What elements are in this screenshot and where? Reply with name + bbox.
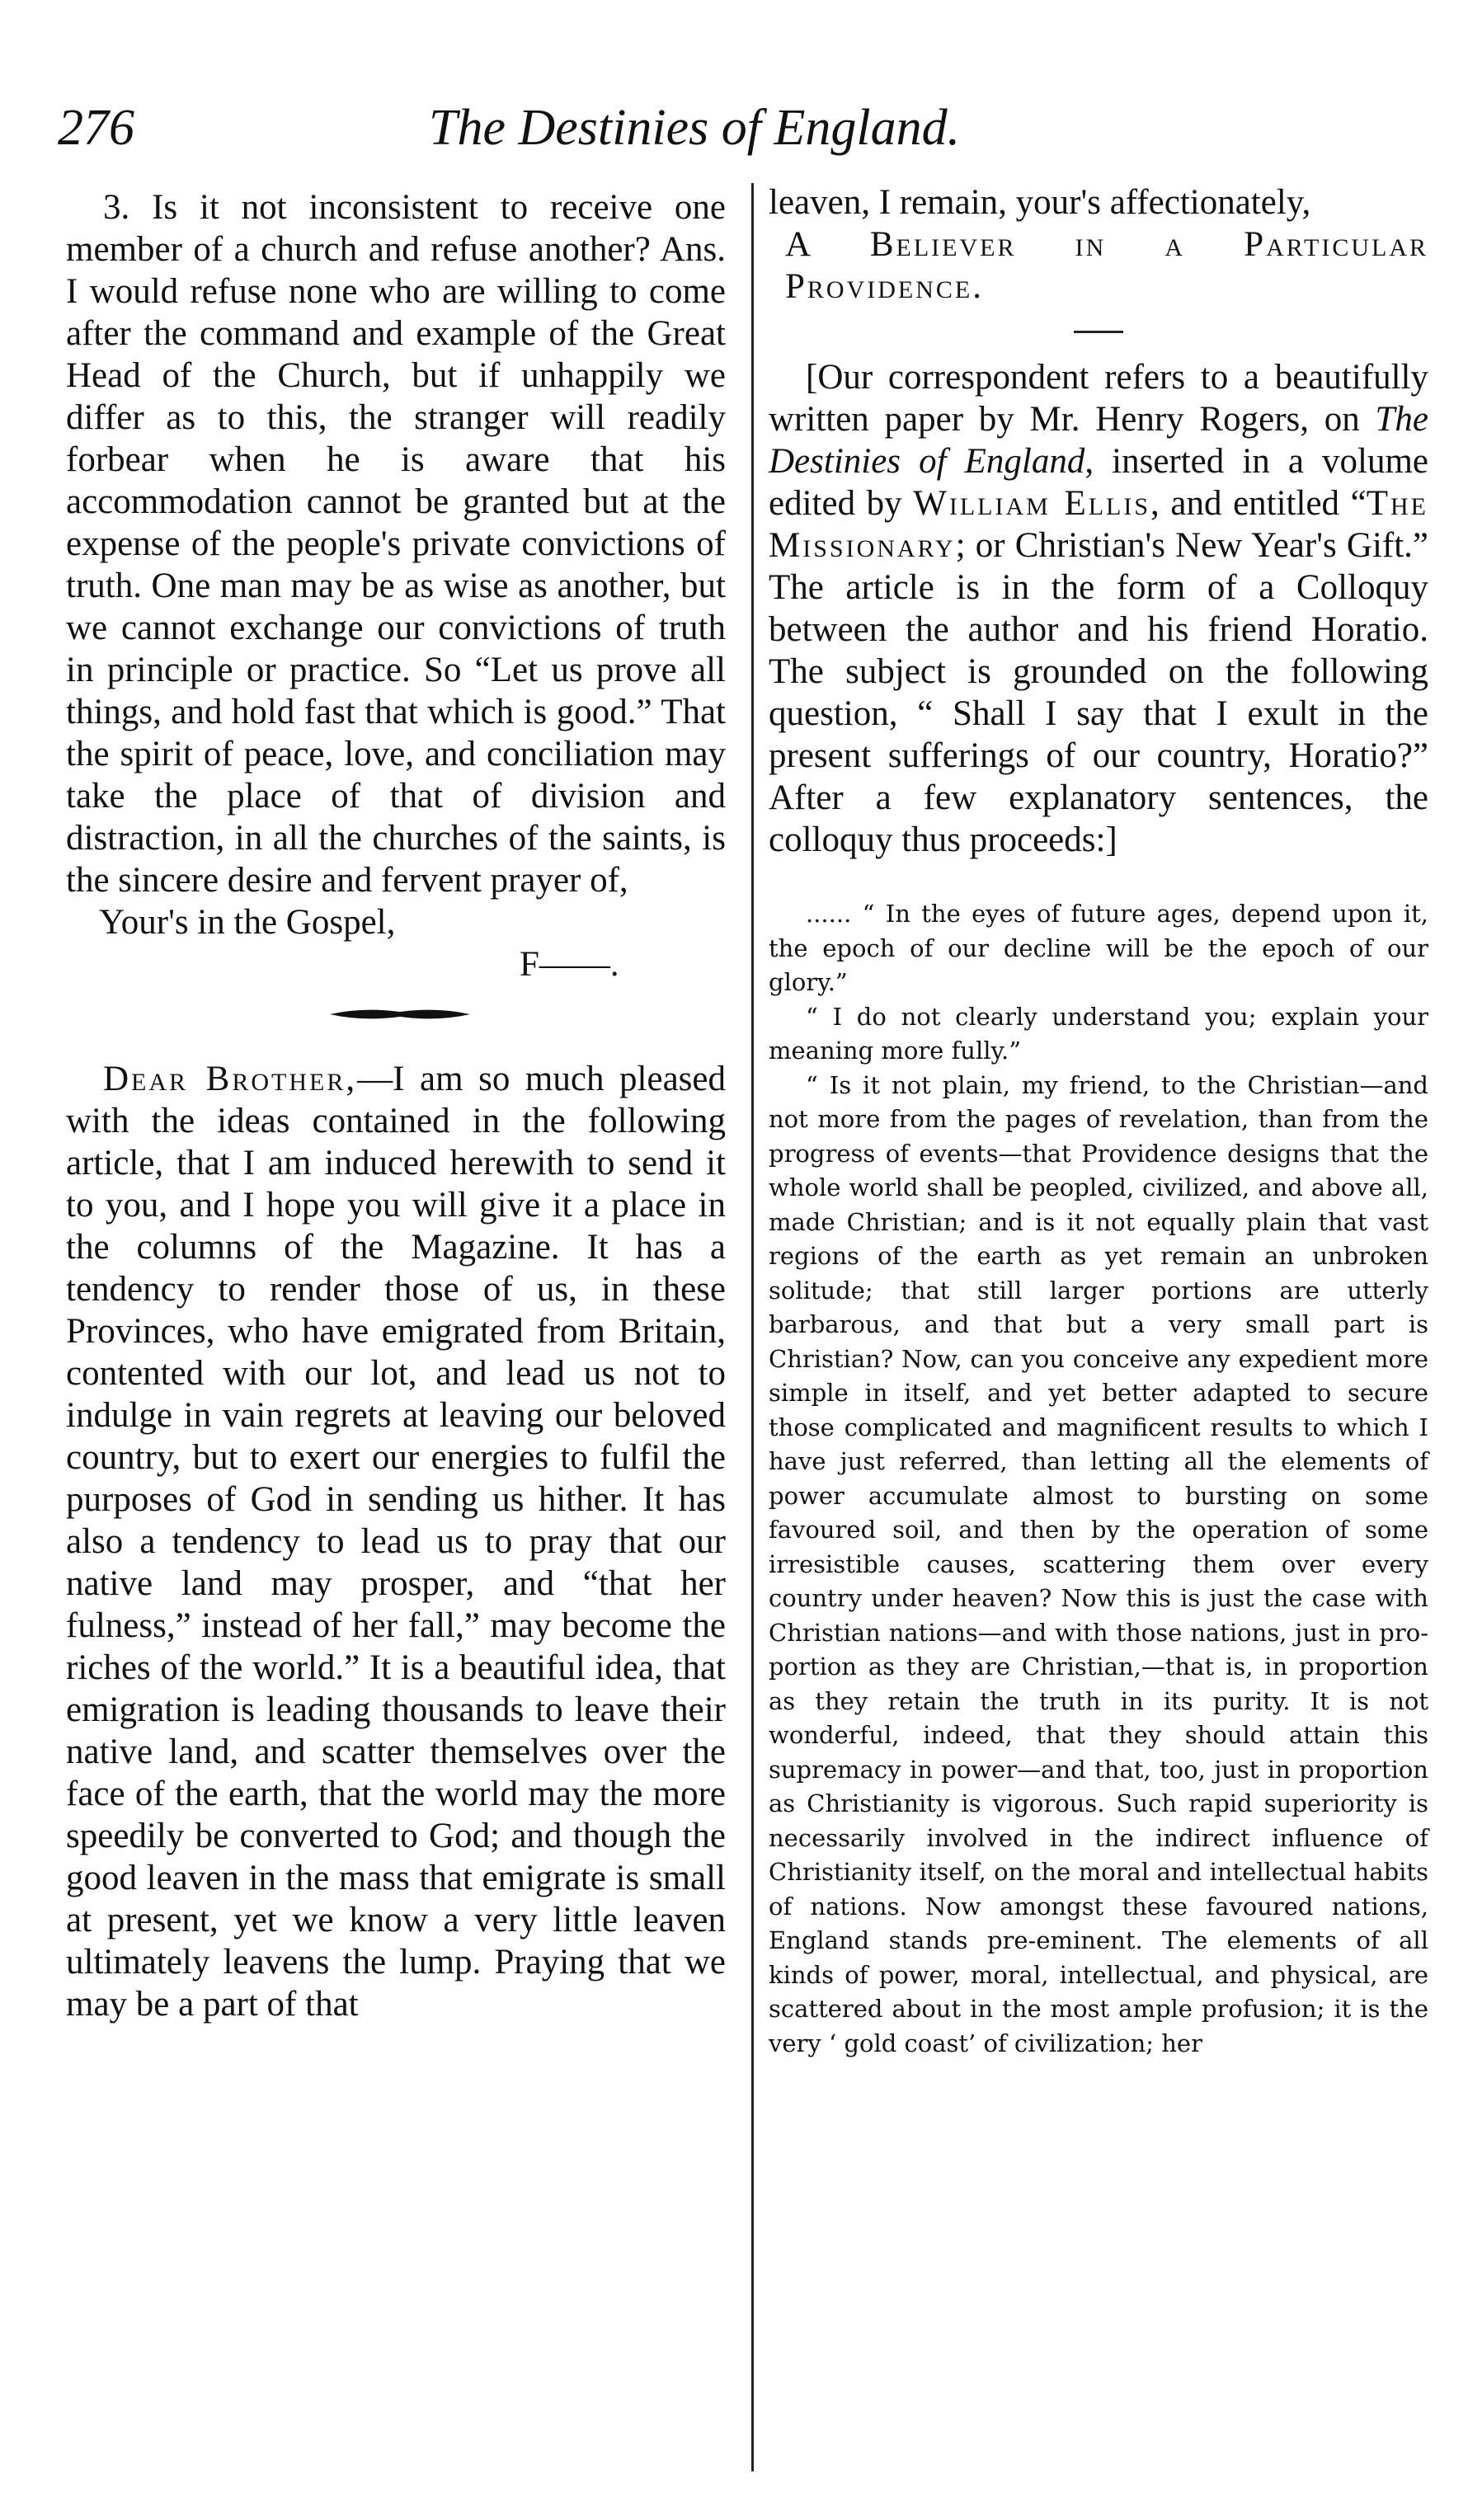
editor-note-book: The Missionary [769,484,1428,565]
editor-note [769,356,1428,861]
right-column [769,181,1428,2061]
short-rule [1074,331,1123,333]
editor-note-name: William Ellis [913,484,1151,523]
editor-note-text: [Our correspondent refers to a beautifully written paper by Mr. Henry Rogers, on [769,358,1428,439]
running-title: The Destinies of England. [429,100,961,156]
quote-paragraph-2: “ I do not clearly understand you; explain your meaning more fully.” [769,1002,1428,1065]
quote-paragraph-1: ...... “ In the eyes of future ages, depend upon it, the epoch of our decline will be the epoch of our glory.” [769,900,1428,996]
letter-signature: A Believer in a Particular Providence. [785,225,1428,306]
letter-closing: leaven, I remain, your's affectionately, [769,183,1311,222]
page-number: 276 [58,100,134,156]
editor-note-text: , and entitled “ [1150,484,1367,523]
letter-paragraph [66,1058,726,2025]
editor-note-title: The Destinies of England [769,400,1428,481]
editor-note-text: ; or Christian's New Year's Gift.” The article is in the form of a Colloquy between the author and his friend Horatio. The subject is grounded on the following question, “ Shall I say that I exult in the present sufferings of our country, Horatio?” After a few explanatory sentences, the colloquy thus proceeds:] [769,526,1428,859]
column-divider [751,183,754,2471]
ornament-divider [330,1002,470,1027]
left-column [66,186,726,2025]
letter-salutation: Dear Brother, [103,1060,358,1098]
closing-line: Your's in the Gospel, [99,903,396,942]
paragraph-3: 3. Is it not inconsistent to receive one member of a church and refuse another? Ans. I would refuse none who are willing to come after the command and example of the Great Head of the Church, but if unhappily we differ as to this, the stranger will readily forbear when he is aware that his accommodation cannot be granted but at the expense of the people's private convictions of truth. One man may be as wise as another, but we cannot exchange our convictions of truth in principle or practice. So “Let us prove all things, and hold fast that which is good.” That the spirit of peace, love, and conciliation may take the place of that of division and distraction, in all the churches of the saints, is the sincere desire and fervent prayer of, [66,188,726,900]
editor-note-text: , inserted in a volume edited by [769,442,1428,523]
letter-body: —I am so much pleased with the ideas contained in the following article, that I am induced herewith to send it to you, and I hope you will give it a place in the columns of the Magazine. It has a tendency to render those of us, in these Provinces, who have emigrated from Britain, contented with our lot, and lead us not to indulge in vain regrets at leaving our beloved country, but to exert our energies to fulfil the purposes of God in sending us hither. It has also a tendency to lead us to pray that our native land may prosper, and “that her fulness,” instead of her fall,” may become the riches of the world.” It is a beautiful idea, that emigration is leading thousands to leave their native land, and scatter themselves over the face of the earth, that the world may the more speedily be converted to God; and though the good leaven in the mass that emigrate is small at present, yet we know a very little leaven ultimately leavens the lump. Praying that we may be a part of that [66,1060,726,2024]
signature: F——. [520,945,619,984]
page-header [0,82,1482,173]
quote-paragraph-3: “ Is it not plain, my friend, to the Christian—and not more from the pages of revelation, than from the progress of events—that Providence designs that the whole world shall be peopled, civilized, and above all, made Christian; and is it not equally plain that vast regions of the earth as yet remain an unbroken solitude; that still larger portions are utterly barbarous, and that but a very small part is Christian? Now, can you conceive any expedient more simple in itself, and yet better adapted to secure those complicated and magnificent results to which I have just referred, than letting all the elements of power accumulate almost to bursting on some favoured soil, and then by the operation of some irresistible causes, scattering them over every country under heaven? Now this is just the case with Christian nations—and with those nations, just in pro-portion as they are Christian,—that is, in proportion as they retain the truth in its purity. It is not wonderful, indeed, that they should attain this supremacy in power—and that, too, just in proportion as Christianity is vigorous. Such rapid superiority is necessarily involved in the indirect influence of Christianity itself, on the moral and intellectual habits of nations. Now amongst these favoured nations, England stands pre-eminent. The elements of all kinds of power, moral, intellectual, and physical, are scattered about in the most ample profusion; it is the very ‘ gold coast’ of civilization; her [769,1070,1428,2057]
